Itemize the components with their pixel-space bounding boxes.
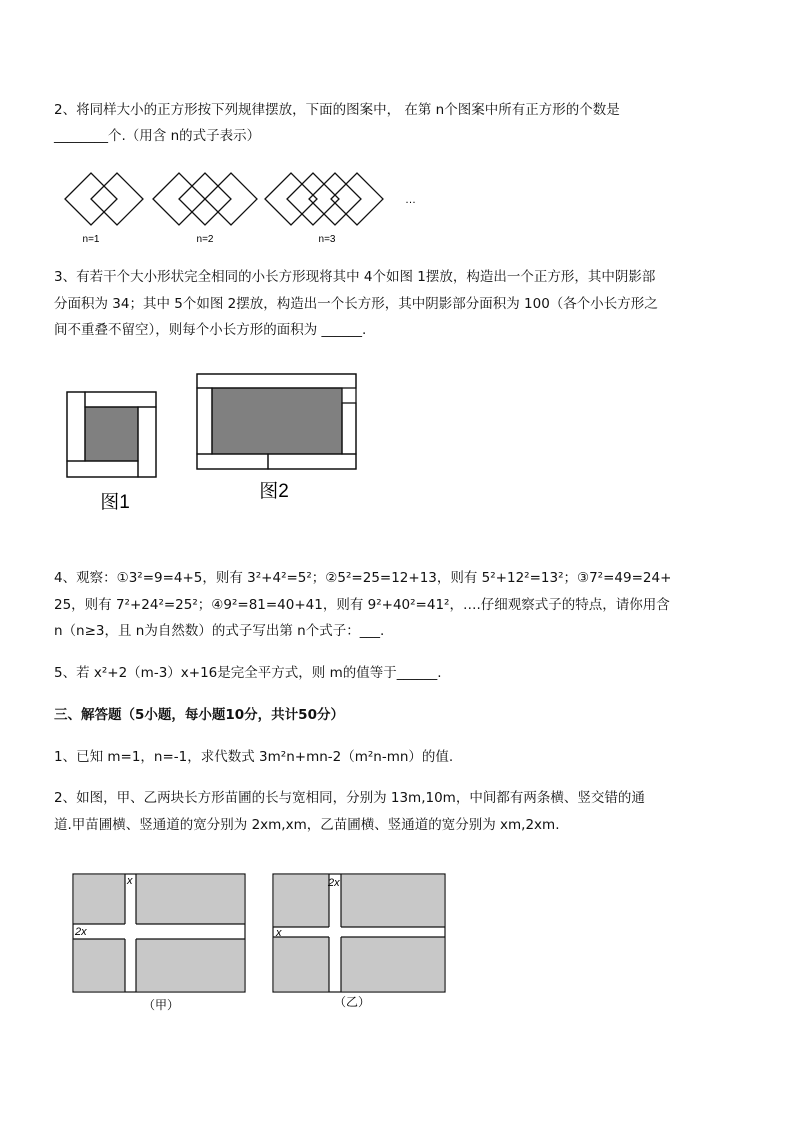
nursery-a-side-label: 2x — [75, 926, 87, 938]
section-3-heading: 三、解答题（5小题，每小题10分，共计50分） — [54, 707, 344, 723]
nursery-a-top-label: x — [127, 875, 133, 887]
q2-line-1: 2、将同样大小的正方形按下列规律摆放，下面的图案中， 在第 n个图案中所有正方形的个数是 — [54, 102, 620, 118]
nursery-b — [273, 874, 445, 992]
q2-line-2: ________个.（用含 n的式子表示） — [54, 128, 261, 144]
q3-line-2: 分面积为 34；其中 5个如图 2摆放，构造出一个长方形，其中阴影部分面积为 100（各个小长方形之 — [54, 296, 658, 312]
s2-line-1: 2、如图，甲、乙两块长方形苗圃的长与宽相同，分别为 13m,10m，中间都有两条横、竖交错的通 — [54, 790, 645, 806]
figure-2-label: 图2 — [259, 481, 289, 502]
s2-nursery-figures — [70, 870, 450, 1015]
s1-line-1: 1、已知 m=1，n=-1，求代数式 3m²n+mn-2（m²n-mn）的值. — [54, 749, 454, 765]
nursery-b-side-label: x — [276, 927, 282, 939]
q2-square-pattern-figure — [55, 165, 425, 247]
figure-1-label: 图1 — [100, 492, 130, 513]
q3-line-3: 间不重叠不留空），则每个小长方形的面积为 ______. — [54, 322, 367, 338]
figure-1 — [67, 392, 156, 477]
q4-line-3: n（n≥3，且 n为自然数）的式子写出第 n个式子：___. — [54, 623, 385, 639]
pattern-n2 — [153, 173, 257, 225]
nursery-a — [73, 874, 245, 992]
figure-2 — [197, 374, 356, 469]
q4-line-2: 25，则有 7²+24²=25²；④9²=81=40+41，则有 9²+40²=41²，….仔细观察式子的特点，请你用含 — [54, 597, 670, 613]
s2-line-2: 道.甲苗圃横、竖通道的宽分别为 2xm,xm，乙苗圃横、竖通道的宽分别为 xm,2xm. — [54, 817, 560, 833]
q3-line-1: 3、有若干个大小形状完全相同的小长方形现将其中 4个如图 1摆放，构造出一个正方形，其中阴影部 — [54, 269, 656, 285]
q4-line-1: 4、观察：①3²=9=4+5，则有 3²+4²=5²；②5²=25=12+13，则有 5²+12²=13²；③7²=49=24+ — [54, 570, 672, 586]
label-n2: n=2 — [196, 234, 214, 245]
nursery-b-label: （乙） — [333, 995, 371, 1009]
nursery-a-label: （甲） — [142, 998, 180, 1012]
ellipsis: … — [405, 194, 416, 206]
pattern-n3 — [265, 173, 383, 225]
label-n1: n=1 — [82, 234, 100, 245]
label-n3: n=3 — [318, 234, 336, 245]
pattern-n1 — [65, 173, 143, 225]
q5-line-1: 5、若 x²+2（m-3）x+16是完全平方式，则 m的值等于______. — [54, 665, 442, 681]
q3-rectangle-figures — [60, 365, 370, 525]
nursery-b-top-label: 2x — [328, 877, 340, 889]
